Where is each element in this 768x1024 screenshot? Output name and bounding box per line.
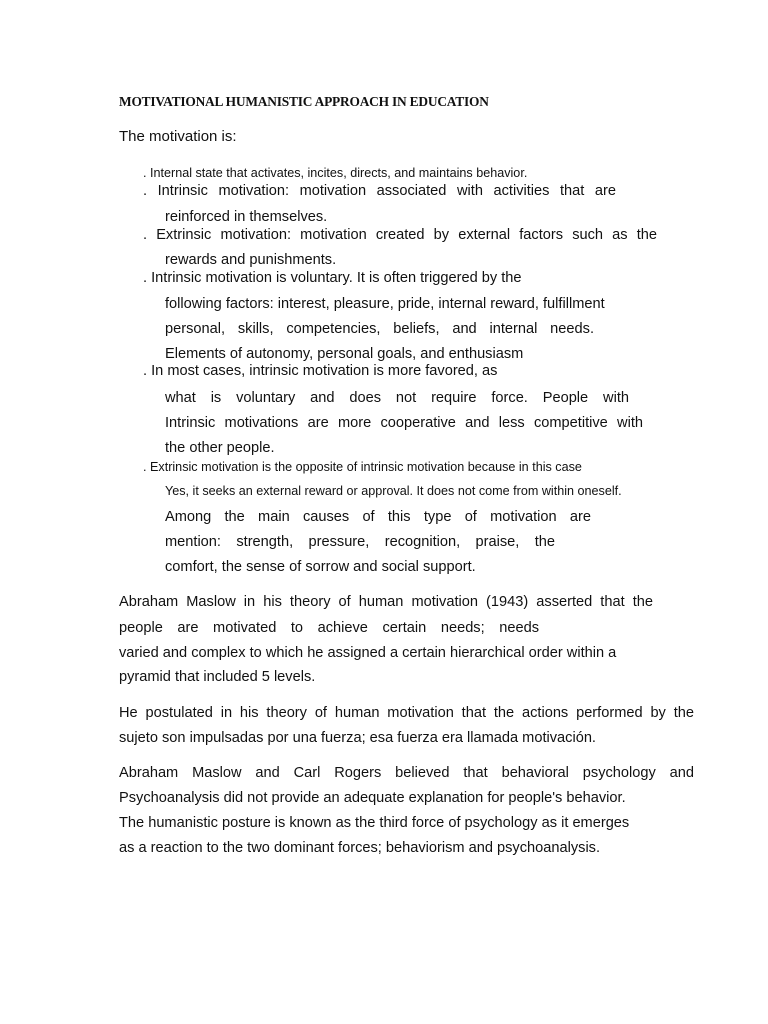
intro-text: The motivation is: xyxy=(119,128,237,145)
list-item-continuation: Yes, it seeks an external reward or approval. It does not come from within oneself. xyxy=(165,484,622,498)
list-item: . Intrinsic motivation: motivation associated with activities that are xyxy=(143,183,616,199)
list-item: . Extrinsic motivation is the opposite of intrinsic motivation because in this case xyxy=(143,460,582,474)
paragraph-line: He postulated in his theory of human motivation that the actions performed by the xyxy=(119,705,694,721)
paragraph-line: Abraham Maslow in his theory of human motivation (1943) asserted that the xyxy=(119,594,653,610)
list-item-continuation: rewards and punishments. xyxy=(165,252,337,268)
list-item-continuation: Elements of autonomy, personal goals, and enthusiasm xyxy=(165,346,524,362)
paragraph-line: Abraham Maslow and Carl Rogers believed that behavioral psychology and xyxy=(119,765,694,781)
list-item-continuation: reinforced in themselves. xyxy=(165,209,328,225)
list-item-continuation: Among the main causes of this type of motivation are xyxy=(165,509,591,525)
list-item-continuation: personal, skills, competencies, beliefs, and internal needs. xyxy=(165,321,594,337)
list-item-continuation: following factors: interest, pleasure, pride, internal reward, fulfillment xyxy=(165,296,605,312)
list-item-continuation: mention: strength, pressure, recognition, praise, the xyxy=(165,534,555,550)
paragraph-line: The humanistic posture is known as the third force of psychology as it emerges xyxy=(119,815,630,831)
list-item: . Extrinsic motivation: motivation created by external factors such as the xyxy=(143,227,657,243)
list-item: . Internal state that activates, incites, directs, and maintains behavior. xyxy=(143,166,528,180)
list-item: . In most cases, intrinsic motivation is more favored, as xyxy=(143,363,498,379)
list-item-continuation: what is voluntary and does not require force. People with xyxy=(165,390,629,406)
list-item-continuation: Intrinsic motivations are more cooperative and less competitive with xyxy=(165,415,643,431)
paragraph-line: sujeto son impulsadas por una fuerza; esa fuerza era llamada motivación. xyxy=(119,730,596,746)
paragraph-line: varied and complex to which he assigned a certain hierarchical order within a xyxy=(119,645,617,661)
list-item-continuation: the other people. xyxy=(165,440,275,456)
paragraph-line: Psychoanalysis did not provide an adequate explanation for people's behavior. xyxy=(119,790,626,806)
list-item-continuation: comfort, the sense of sorrow and social support. xyxy=(165,559,476,575)
document-title: MOTIVATIONAL HUMANISTIC APPROACH IN EDUCATION xyxy=(119,94,489,109)
paragraph-line: pyramid that included 5 levels. xyxy=(119,669,316,685)
paragraph-line: as a reaction to the two dominant forces; behaviorism and psychoanalysis. xyxy=(119,840,601,856)
paragraph-line: people are motivated to achieve certain needs; needs xyxy=(119,620,539,636)
list-item: . Intrinsic motivation is voluntary. It is often triggered by the xyxy=(143,270,522,286)
